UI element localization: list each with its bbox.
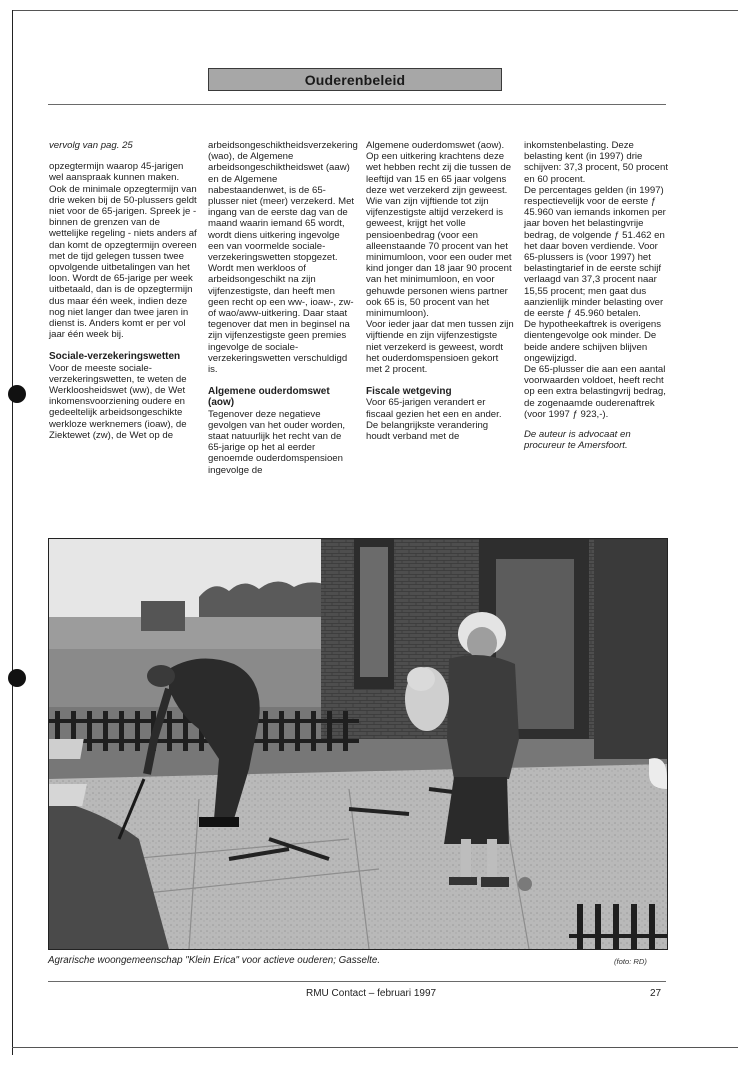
continued-from-note: vervolg van pag. 25 [49, 140, 133, 151]
treeline [199, 581, 327, 619]
author-byline: De auteur is advocaat en procureur te Amersfoort. [524, 429, 631, 452]
footer-rule [48, 981, 666, 982]
paragraph: Voor ieder jaar dat men tussen zijn vijftiende en zijn vijfenzestigste niet verzekerd is geweest, wordt het ouderdomspensioen gekort met 2 procent. [366, 319, 514, 376]
section-header [208, 68, 502, 91]
photo-illustration [49, 539, 667, 949]
photo-credit: (foto: RD) [614, 957, 647, 966]
page-bottom-edge [12, 1047, 738, 1048]
binder-hole [8, 385, 26, 403]
article-photo [48, 538, 668, 950]
page-top-edge [12, 10, 738, 11]
paragraph: Voor de meeste sociale-verzekeringswetten, te weten de Werkloosheidswet (ww), de Wet inkomensvoorziening oudere en gedeeltelijk arbeidsongeschikte werkloze werknemers (ioaw), de Ziektewet (zw), de Wet op de [49, 362, 187, 441]
paragraph: opzegtermijn waarop 45-jarigen wel aanspraak kunnen maken. Ook de minimale opzegtermijn van drie weken bij de 50-plussers geldt niet voor de 65-jarigen. Spreek je - binnen de grenzen van de wettelijke regeling - niets anders af dan komt de opzegtermijn overeen met de tijd gelegen tussen twee opvolgende uitbetalingen van het loon. Wordt de 65-jarige per week uitbetaald, dan is de opzegtermijn dus maar één week, indien deze nog niet langer dan twee jaren in dienst is. Anders komt er per vol jaar één week bij. [49, 161, 197, 341]
section-heading: Algemene ouderdomswet (aow) [208, 386, 330, 409]
shed [141, 601, 185, 631]
section-heading: Fiscale wetgeving [366, 386, 452, 398]
article-column-1 [49, 140, 197, 441]
article-column-4 [524, 140, 672, 451]
paragraph: De 65-plusser die aan een aantal voorwaarden voldoet, heeft recht op een extra belastingvrij bedrag, de zogenaamde ouderenaftrek (voor 1997 ƒ 923,-). [524, 364, 666, 420]
article-column-3 [366, 140, 514, 442]
paragraph: Tegenover deze negatieve gevolgen van het ouder worden, staat natuurlijk het recht van de 65-jarige op het al eerder genoemde ouderdomspensioen ingevolge de [208, 408, 346, 476]
page-left-edge [12, 10, 13, 1055]
page-number: 27 [650, 988, 662, 999]
article-column-2 [208, 140, 356, 476]
section-title: Ouderenbeleid [304, 71, 406, 88]
publication-footer: RMU Contact – februari 1997 [306, 988, 437, 999]
paragraph: De percentages gelden (in 1997) respectievelijk voor de eerste ƒ 45.960 van iemands inkomen per jaar boven het belastingvrije bedrag, de volgende ƒ 51.462 en het daar boven verdiende. Voor 65-plussers is (voor 1997) het belastingtarief in de eerste schijf verlaagd van 37,3 procent naar 15,55 procent; men gaat dus aanzienlijk minder belasting over de eerste ƒ 45.960 betalen. [524, 184, 666, 320]
paragraph: Voor 65-jarigen verandert er fiscaal gezien het een en ander. De belangrijkste verandering houdt verband met de [366, 397, 502, 443]
paragraph: De hypotheekaftrek is overigens dientengevolge ook minder. De beide andere schijven blijven ongewijzigd. [524, 319, 662, 364]
photo-caption: Agrarische woongemeenschap "Klein Erica" voor actieve ouderen; Gasselte. [48, 955, 381, 966]
binder-hole [8, 669, 26, 687]
paragraph: inkomstenbelasting. Deze belasting kent (in 1997) drie schijven: 37,3 procent, 50 procent en 60 procent. [524, 140, 668, 185]
paragraph: arbeidsongeschiktheidsverzekering (wao), de Algemene arbeidsongeschiktheidswet (aaw) en de Algemene nabestaandenwet, is de 65-plusser niet (meer) verzekerd. Met ingang van de eerste dag van de maand waarin iemand 65 wordt, wordt diens uitkering ingevolge een van voormelde sociale-verzekeringswetten stopgezet. Wordt men werkloos of arbeidsongeschikt na zijn vijfenzestigste, dan heeft men geen recht op een ww-, ioaw-, zw- of wao/aww-uitkering. Daar staat tegenover dat men in beginsel na zijn vijfenzestigste geen premies ingevolge de sociale-verzekeringswetten verschuldigd is. [208, 140, 358, 376]
header-rule [48, 104, 666, 105]
paragraph: Algemene ouderdomswet (aow). Op een uitkering krachtens deze wet hebben recht zij die tussen de leeftijd van 15 en 65 jaar volgens deze wet verzekerd zijn geweest. Wie van zijn vijftiende tot zijn vijfenzestigste altijd verzekerd is geweest, krijgt het volle pensioenbedrag (voor een alleenstaande 70 procent van het minimumloon, voor een ouder met kind jonger dan 18 jaar 90 procent van het minimumloon, en voor gehuwde personen wiens partner ook 65 is, 50 procent van het minimumloon). [366, 140, 512, 320]
section-heading: Sociale-verzekeringswetten [49, 351, 181, 363]
